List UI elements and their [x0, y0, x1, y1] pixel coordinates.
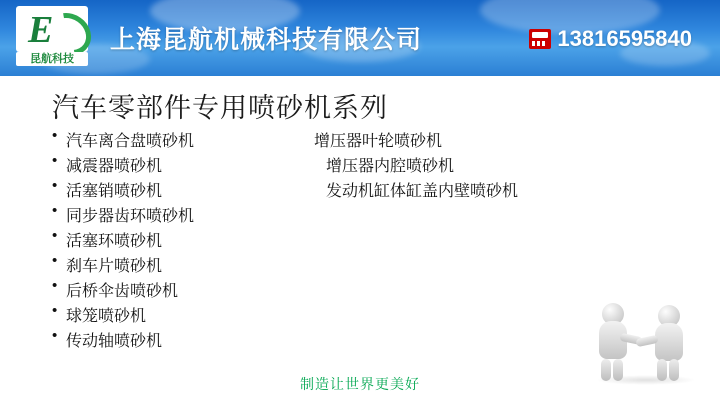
bullet-row [52, 153, 652, 178]
telephone-icon [529, 29, 551, 49]
bullet-secondary-text: 增压器内腔喷砂机 [326, 158, 455, 175]
bullet-primary-text: • 后桥伞齿喷砂机 [52, 278, 178, 301]
bullet-row [52, 203, 652, 228]
phone-contact [529, 26, 692, 52]
bullet-row [52, 253, 652, 278]
bullet-primary-text: • 球笼喷砂机 [52, 303, 146, 326]
bullet-secondary-text: 发动机缸体缸盖内壁喷砂机 [326, 183, 519, 200]
company-logo [16, 6, 90, 68]
bullet-primary-text: • 活塞销喷砂机 [52, 178, 162, 201]
bullet-row [52, 328, 652, 353]
bullet-secondary-text: 增压器叶轮喷砂机 [314, 133, 443, 150]
bullet-primary-text: • 同步器齿环喷砂机 [52, 203, 194, 226]
bullet-primary-text: • 减震器喷砂机 [52, 153, 162, 176]
header-banner [0, 0, 720, 76]
bullet-primary-text: • 活塞环喷砂机 [52, 228, 162, 251]
figure-body [655, 323, 683, 361]
decorative-figures [592, 298, 702, 383]
logo-letter: E [28, 9, 52, 51]
bullet-row [52, 228, 652, 253]
logo-text: 昆航科技 [16, 52, 88, 66]
bullet-row [52, 278, 652, 303]
bullet-row [52, 303, 652, 328]
company-name: 上海昆航机械科技有限公司 [110, 26, 423, 54]
bullet-primary-text: • 传动轴喷砂机 [52, 328, 162, 351]
bullet-primary-text: • 刹车片喷砂机 [52, 253, 162, 276]
bullet-row [52, 178, 652, 203]
bullet-primary-text: • 汽车离合盘喷砂机 [52, 128, 194, 151]
phone-number: 13816595840 [557, 26, 692, 51]
page-title: 汽车零部件专用喷砂机系列 [52, 93, 388, 123]
bullet-list [52, 128, 652, 353]
footer-slogan: 制造让世界更美好 [300, 376, 420, 392]
bullet-row [52, 128, 652, 153]
